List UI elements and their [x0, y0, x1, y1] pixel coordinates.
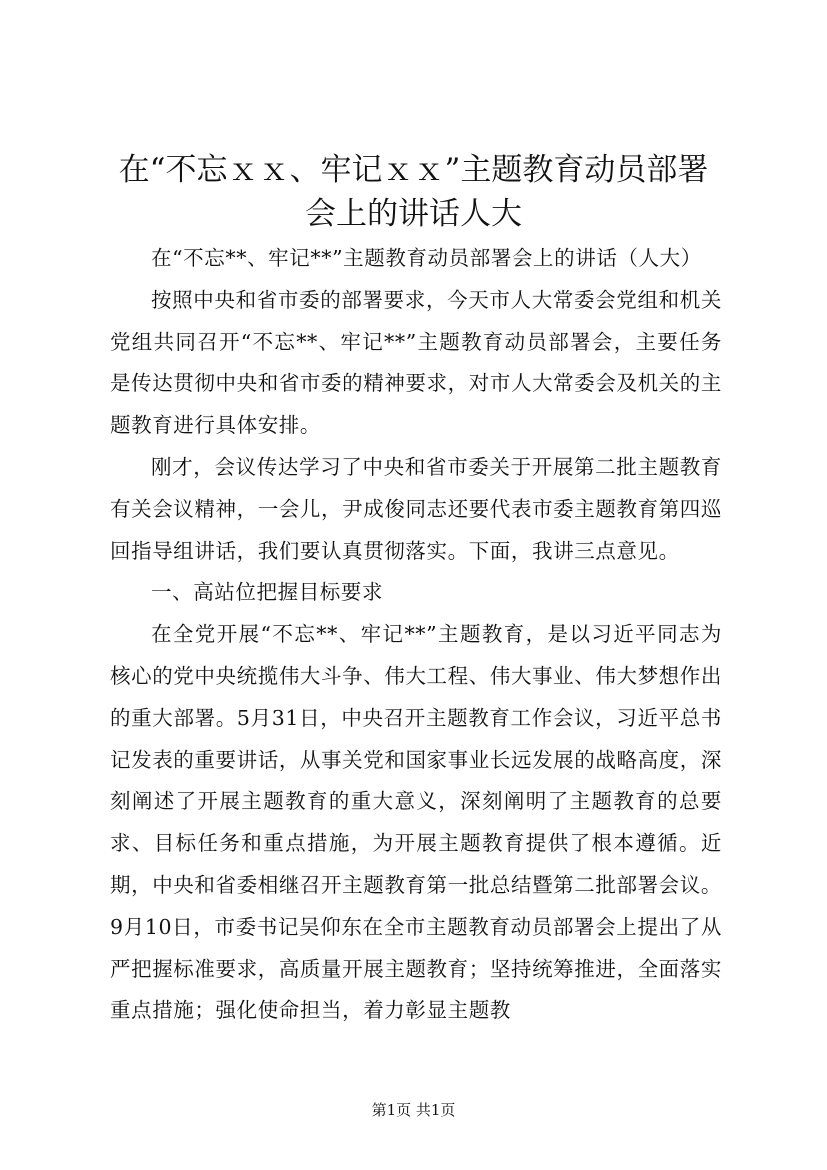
paragraph-section-1: 在全党开展“不忘**、牢记**”主题教育，是以习近平同志为核心的党中央统揽伟大斗争、伟大工程、伟大事业、伟大梦想作出的重大部署。5月31日，中央召开主题教育工作会议，习近平总书记发表的重要讲话，从事关党和国家事业长远发展的战略高度，深刻阐述了开展主题教育的重大意义，深刻阐明了主题教育的总要求、目标任务和重点措施，为开展主题教育提供了根本遵循。近期，中央和省委相继召开主题教育第一批总结暨第二批部署会议。9月10日，市委书记吴仰东在全市主题教育动员部署会上提出了从严把握标准要求，高质量开展主题教育；坚持统筹推进，全面落实重点措施；强化使命担当，着力彰显主题教 — [110, 622, 722, 1023]
paragraph-subtitle: 在“不忘**、牢记**”主题教育动员部署会上的讲话（人大） — [151, 246, 702, 270]
section-heading-1: 一、高站位把握目标要求 — [151, 580, 384, 605]
title-line-1: 在“不忘ｘｘ、牢记ｘｘ”主题教育动员部署 — [118, 152, 709, 188]
document-body — [110, 238, 722, 1032]
paragraph-intro: 按照中央和省市委的部署要求，今天市人大常委会党组和机关党组共同召开“不忘**、牢记**”主题教育动员部署会，主要任务是传达贯彻中央和省市委的精神要求，对市人大常委会及机关的主题教育进行具体安排。 — [110, 287, 722, 438]
title-line-2: 会上的讲话人大 — [305, 196, 522, 232]
paragraph-meeting: 刚才，会议传达学习了中央和省市委关于开展第二批主题教育有关会议精神，一会儿，尹成俊同志还要代表市委主题教育第四巡回指导组讲话，我们要认真贯彻落实。下面，我讲三点意见。 — [110, 454, 722, 563]
document-title — [100, 148, 727, 236]
page-footer: 第1页 共1页 — [371, 1101, 456, 1119]
